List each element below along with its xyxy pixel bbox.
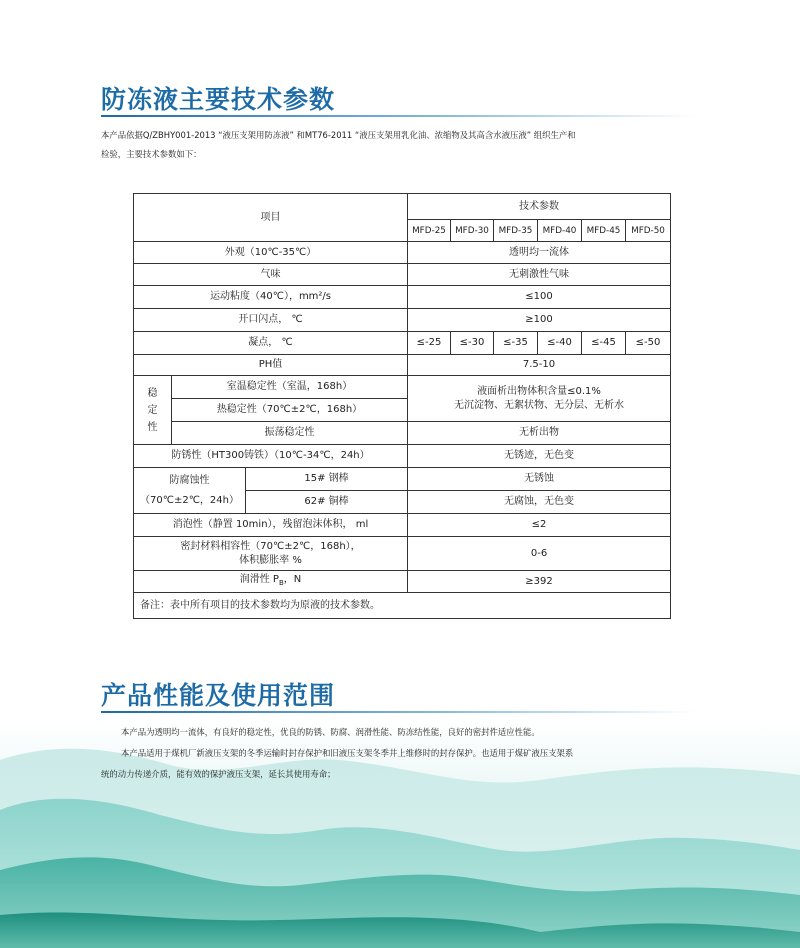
row-value-defoam: ≤2 xyxy=(408,514,671,537)
row-label-rust: 防锈性（HT300铸铁）（10℃-34℃，24h） xyxy=(134,445,408,468)
row-label-odor: 气味 xyxy=(134,264,408,286)
section-divider xyxy=(101,711,697,713)
row-value-copper: 无腐蚀，无色变 xyxy=(408,491,671,514)
row-value-ph: 7.5-10 xyxy=(408,355,671,376)
performance-paragraph: 统的动力传递介质，能有效的保护液压支架，延长其使用寿命； xyxy=(101,769,336,779)
row-label-viscosity: 运动粘度（40℃），mm²/s xyxy=(134,286,408,309)
model-header: MFD-50 xyxy=(626,220,671,242)
seal-label-line: 体积膨胀率 % xyxy=(239,554,302,566)
lubrication-unit: ，N xyxy=(283,574,302,585)
performance-paragraph: 本产品为透明均一流体，有良好的稳定性，优良的防锈、防腐、润滑性能、防冻结性能，良好的密封件适应性能。 xyxy=(121,727,540,737)
row-value-appearance: 透明均一流体 xyxy=(408,242,671,264)
intro-line: 检验，主要技术参数如下： xyxy=(101,149,202,159)
model-header: MFD-25 xyxy=(408,220,451,242)
row-label-freezing-point: 凝点， ℃ xyxy=(134,332,408,355)
section-title-specs: 防冻液主要技术参数 xyxy=(101,85,336,114)
model-header: MFD-30 xyxy=(451,220,494,242)
freezing-value: ≤-45 xyxy=(582,332,626,355)
corrosion-label-line: （70℃±2℃，24h） xyxy=(140,494,239,506)
row-label-corrosion xyxy=(134,468,246,514)
performance-text xyxy=(101,722,701,785)
row-label-copper: 62# 铜棒 xyxy=(246,491,408,514)
row-label-defoam: 消泡性（静置 10min），残留泡沫体积， ml xyxy=(134,514,408,537)
model-header: MFD-40 xyxy=(538,220,582,242)
intro-line: 本产品依据Q/ZBHY001-2013 “液压支架用防冻液” 和MT76-2011 “液压支架用乳化油、浓缩物及其高含水液压液” 组织生产和 xyxy=(101,130,576,140)
specs-intro xyxy=(101,126,701,164)
row-value-viscosity: ≤100 xyxy=(408,286,671,309)
seal-label-line: 密封材料相容性（70℃±2℃，168h）， xyxy=(180,540,361,552)
row-label-room-stability: 室温稳定性（室温，168h） xyxy=(172,376,408,399)
row-label-heat-stability: 热稳定性（70℃±2℃，168h） xyxy=(172,399,408,422)
row-label-steel: 15# 钢棒 xyxy=(246,468,408,491)
row-value-oscillation: 无析出物 xyxy=(408,422,671,445)
header-item: 项目 xyxy=(134,194,408,242)
stability-value-line: 液面析出物体积含量≤0.1% xyxy=(477,385,601,397)
row-value-odor: 无刺激性气味 xyxy=(408,264,671,286)
row-label-oscillation: 振荡稳定性 xyxy=(172,422,408,445)
row-label-appearance: 外观（10℃-35℃） xyxy=(134,242,408,264)
freezing-value: ≤-30 xyxy=(451,332,494,355)
row-value-steel: 无锈蚀 xyxy=(408,468,671,491)
section-title-performance: 产品性能及使用范围 xyxy=(101,681,336,710)
row-value-stability xyxy=(408,376,671,422)
freezing-value: ≤-50 xyxy=(626,332,671,355)
row-label-lubrication xyxy=(134,571,408,593)
stability-value-line: 无沉淀物、无絮状物、无分层、无析水 xyxy=(454,399,625,411)
table-note: 备注：表中所有项目的技术参数均为原液的技术参数。 xyxy=(134,593,671,619)
stability-label: 稳 定 性 xyxy=(147,387,158,433)
row-value-rust: 无锈迹，无色变 xyxy=(408,445,671,468)
row-label-ph: PH值 xyxy=(134,355,408,376)
spec-table xyxy=(133,193,671,619)
corrosion-label-line: 防腐蚀性 xyxy=(169,474,210,486)
section-divider xyxy=(101,115,697,117)
row-label-seal xyxy=(134,537,408,571)
row-value-flash-point: ≥100 xyxy=(408,309,671,332)
row-value-seal: 0-6 xyxy=(408,537,671,571)
stability-group-label xyxy=(134,376,172,445)
freezing-value: ≤-35 xyxy=(494,332,538,355)
row-value-lubrication: ≥392 xyxy=(408,571,671,593)
header-params: 技术参数 xyxy=(408,194,671,220)
model-header: MFD-35 xyxy=(494,220,538,242)
freezing-value: ≤-25 xyxy=(408,332,451,355)
lubrication-subscript: B xyxy=(278,579,284,587)
freezing-value: ≤-40 xyxy=(538,332,582,355)
model-header: MFD-45 xyxy=(582,220,626,242)
row-label-flash-point: 开口闪点， ℃ xyxy=(134,309,408,332)
lubrication-label: 润滑性 P xyxy=(239,574,279,585)
performance-paragraph: 本产品适用于煤机厂新液压支架的冬季运输时封存保护和旧液压支架冬季井上维修时的封存保护。也适用于煤矿液压支架系 xyxy=(121,748,574,758)
